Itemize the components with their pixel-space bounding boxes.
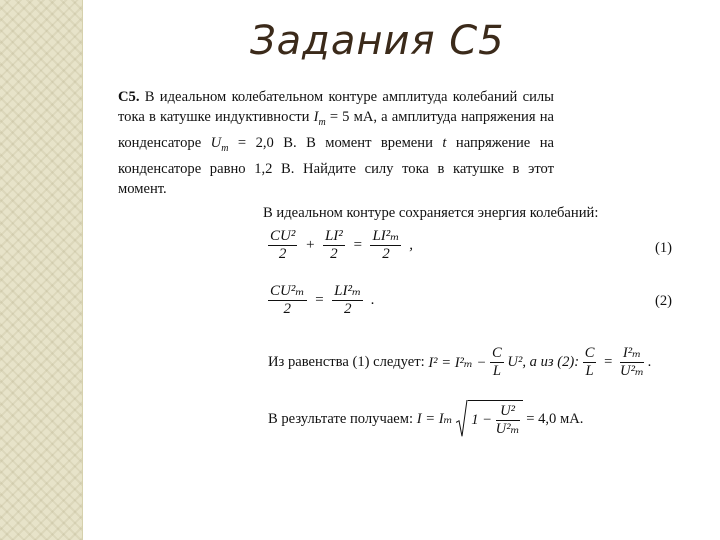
voltage-amplitude-symbol: U — [210, 134, 222, 151]
problem-text-c: = 2,0 В. В момент времени — [228, 134, 443, 151]
equation-1: $\frac{\text{CU²}}{2}$ + $\frac{\text{LI²}}{2}$ = $\frac{\text{LI²ₘ}}{2}$ , — [270, 228, 413, 262]
fraction-cu2: $\frac{\text{CU²}}{2}$ — [270, 228, 296, 262]
problem-text-b: = 5 мА, а амплитуда напряжения на конденсаторе — [118, 109, 554, 151]
problem-text-a: В идеальном колебательном контуре амплитуда колебаний силы тока в катушке индуктивности — [118, 89, 554, 125]
equation-2-label: (2) — [655, 293, 673, 309]
fraction-lim2-b: $\frac{\text{LI²ₘ}}{2}$ — [334, 283, 362, 317]
problem-statement — [118, 87, 554, 199]
problem-text-d: напряжение на конденсаторе равно 1,2 В. Найдите силу тока в катушке в этот момент. — [118, 134, 555, 197]
solution-intro: В идеальном контуре сохраняется энергия колебаний: — [263, 205, 599, 221]
subscript-m: m — [318, 116, 326, 128]
derivation-line: Из равенства (1) следует: I² = I²ₘ − $\frac{C}{L}$ U², а из (2): $\frac{C}{L}$ = $\frac{\text{I²ₘ}}{\text{U²ₘ}}$ . — [268, 345, 652, 379]
equation-2: $\frac{\text{CU²ₘ}}{2}$ = $\frac{\text{LI²ₘ}}{2}$ . — [270, 283, 375, 317]
fraction-cum2: $\frac{\text{CU²ₘ}}{2}$ — [270, 283, 305, 317]
result-line: В результате получаем: I = Iₘ 1 − $\frac{\text{U²}}{\text{U²ₘ}}$ = 4,0 мА. — [268, 400, 583, 438]
radical-sign-icon — [456, 400, 468, 438]
slide-title: Задания С5 — [250, 18, 505, 64]
fraction-lim2: $\frac{\text{LI²ₘ}}{2}$ — [372, 228, 400, 262]
square-root: 1 − $\frac{\text{U²}}{\text{U²ₘ}}$ — [456, 400, 522, 438]
current-amplitude-symbol: I — [313, 109, 319, 125]
time-symbol: t — [442, 134, 447, 151]
decorative-side-pattern — [0, 0, 83, 540]
problem-number: С5. — [118, 89, 140, 105]
final-result: = 4,0 мА. — [526, 410, 584, 427]
subscript-m-2: m — [221, 142, 229, 154]
fraction-li2: $\frac{\text{LI²}}{2}$ — [324, 228, 343, 262]
equation-1-label: (1) — [655, 240, 673, 256]
